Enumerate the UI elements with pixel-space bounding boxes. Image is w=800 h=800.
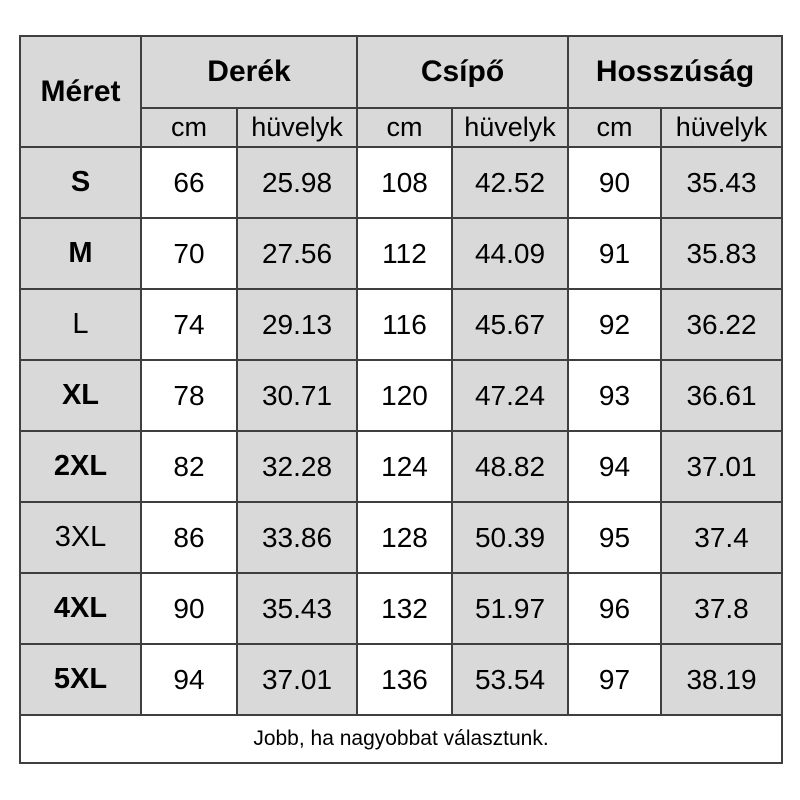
group-header-waist: Derék bbox=[141, 36, 357, 108]
group-header-hip: Csípő bbox=[357, 36, 568, 108]
value-cell: 37.8 bbox=[661, 573, 782, 644]
value-cell: 42.52 bbox=[452, 147, 568, 218]
value-cell: 124 bbox=[357, 431, 452, 502]
value-cell: 97 bbox=[568, 644, 661, 715]
value-cell: 120 bbox=[357, 360, 452, 431]
value-cell: 36.22 bbox=[661, 289, 782, 360]
value-cell: 78 bbox=[141, 360, 237, 431]
value-cell: 90 bbox=[141, 573, 237, 644]
unit-header-cm: cm bbox=[141, 108, 237, 147]
value-cell: 37.01 bbox=[237, 644, 357, 715]
table-row bbox=[20, 289, 782, 360]
value-cell: 94 bbox=[141, 644, 237, 715]
value-cell: 35.43 bbox=[661, 147, 782, 218]
size-cell: 2XL bbox=[20, 431, 141, 502]
value-cell: 50.39 bbox=[452, 502, 568, 573]
value-cell: 29.13 bbox=[237, 289, 357, 360]
table-row bbox=[20, 573, 782, 644]
table-row bbox=[20, 502, 782, 573]
size-cell: 3XL bbox=[20, 502, 141, 573]
unit-header-inch: hüvelyk bbox=[237, 108, 357, 147]
value-cell: 66 bbox=[141, 147, 237, 218]
value-cell: 32.28 bbox=[237, 431, 357, 502]
value-cell: 27.56 bbox=[237, 218, 357, 289]
value-cell: 94 bbox=[568, 431, 661, 502]
footer-note: Jobb, ha nagyobbat választunk. bbox=[20, 715, 782, 763]
unit-header-inch: hüvelyk bbox=[661, 108, 782, 147]
value-cell: 48.82 bbox=[452, 431, 568, 502]
value-cell: 47.24 bbox=[452, 360, 568, 431]
table-row bbox=[20, 644, 782, 715]
value-cell: 45.67 bbox=[452, 289, 568, 360]
value-cell: 95 bbox=[568, 502, 661, 573]
value-cell: 25.98 bbox=[237, 147, 357, 218]
value-cell: 136 bbox=[357, 644, 452, 715]
value-cell: 96 bbox=[568, 573, 661, 644]
value-cell: 112 bbox=[357, 218, 452, 289]
value-cell: 35.83 bbox=[661, 218, 782, 289]
value-cell: 33.86 bbox=[237, 502, 357, 573]
value-cell: 90 bbox=[568, 147, 661, 218]
table-row bbox=[20, 218, 782, 289]
value-cell: 44.09 bbox=[452, 218, 568, 289]
value-cell: 30.71 bbox=[237, 360, 357, 431]
unit-header-cm: cm bbox=[568, 108, 661, 147]
value-cell: 36.61 bbox=[661, 360, 782, 431]
unit-header-inch: hüvelyk bbox=[452, 108, 568, 147]
unit-header-cm: cm bbox=[357, 108, 452, 147]
size-cell: S bbox=[20, 147, 141, 218]
table-footer-row bbox=[20, 715, 782, 763]
value-cell: 70 bbox=[141, 218, 237, 289]
value-cell: 37.4 bbox=[661, 502, 782, 573]
size-column-header: Méret bbox=[20, 36, 141, 147]
value-cell: 128 bbox=[357, 502, 452, 573]
value-cell: 38.19 bbox=[661, 644, 782, 715]
size-cell: XL bbox=[20, 360, 141, 431]
group-header-length: Hosszúság bbox=[568, 36, 782, 108]
value-cell: 108 bbox=[357, 147, 452, 218]
value-cell: 51.97 bbox=[452, 573, 568, 644]
size-cell: L bbox=[20, 289, 141, 360]
table-header-row-groups bbox=[20, 36, 782, 108]
value-cell: 35.43 bbox=[237, 573, 357, 644]
value-cell: 37.01 bbox=[661, 431, 782, 502]
table-row bbox=[20, 431, 782, 502]
table-row bbox=[20, 360, 782, 431]
value-cell: 53.54 bbox=[452, 644, 568, 715]
value-cell: 132 bbox=[357, 573, 452, 644]
value-cell: 92 bbox=[568, 289, 661, 360]
size-chart-table bbox=[19, 35, 783, 764]
value-cell: 86 bbox=[141, 502, 237, 573]
size-cell: 4XL bbox=[20, 573, 141, 644]
value-cell: 91 bbox=[568, 218, 661, 289]
value-cell: 116 bbox=[357, 289, 452, 360]
size-cell: M bbox=[20, 218, 141, 289]
value-cell: 82 bbox=[141, 431, 237, 502]
table-row bbox=[20, 147, 782, 218]
size-cell: 5XL bbox=[20, 644, 141, 715]
value-cell: 74 bbox=[141, 289, 237, 360]
value-cell: 93 bbox=[568, 360, 661, 431]
